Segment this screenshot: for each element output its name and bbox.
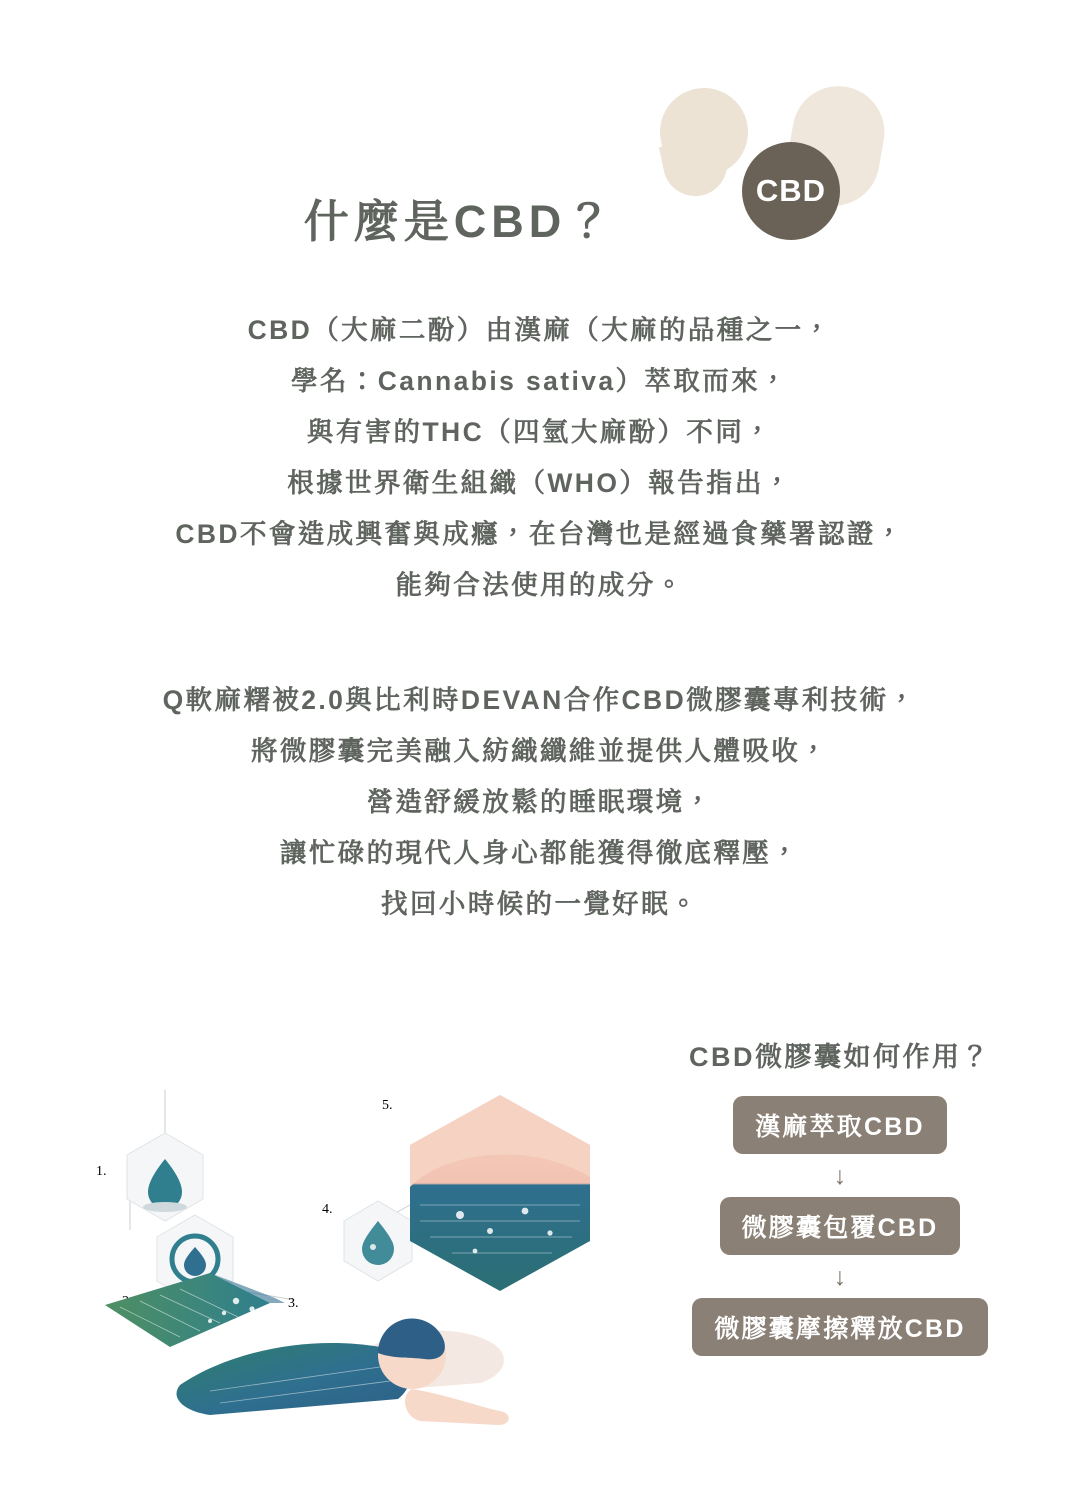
technology-paragraph [0, 675, 1080, 930]
flow-arrow-1-icon: ↓ [833, 1162, 847, 1190]
illustration-step-number-1: 1. [96, 1164, 107, 1179]
flow-step-1: 漢麻萃取CBD [733, 1096, 947, 1154]
illustration-svg [60, 1055, 640, 1435]
intro-line-6: 能夠合法使用的成分。 [395, 570, 685, 600]
page-title: 什麼是CBD？ [303, 196, 617, 247]
intro-line-3: 與有害的THC（四氫大麻酚）不同， [306, 417, 774, 447]
illustration-step-number-4: 4. [322, 1202, 333, 1217]
flow-chart [630, 1035, 1050, 1356]
hex-step-4 [344, 1201, 412, 1281]
intro-paragraph [0, 305, 1080, 611]
intro-line-5: CBD不會造成興奮與成癮，在台灣也是經過食藥署認證， [175, 519, 905, 549]
hex-step-1 [127, 1133, 203, 1221]
tech-line-3: 營造舒緩放鬆的睡眠環境， [366, 787, 714, 817]
illustration-step-number-5: 5. [382, 1098, 393, 1113]
intro-line-4: 根據世界衛生組織（WHO）報告指出， [287, 468, 793, 498]
intro-line-1: CBD（大麻二酚）由漢麻（大麻的品種之一， [247, 315, 833, 345]
tech-line-4: 讓忙碌的現代人身心都能獲得徹底釋壓， [279, 838, 801, 868]
page-header [0, 80, 1080, 280]
flow-chart-title: CBD微膠囊如何作用？ [689, 1042, 991, 1072]
hex-step-5 [410, 1095, 590, 1291]
sleeping-person-illustration [177, 1318, 509, 1425]
tech-line-1: Q軟麻糬被2.0與比利時DEVAN合作CBD微膠囊專利技術， [162, 685, 918, 715]
tech-line-2: 將微膠囊完美融入紡織纖維並提供人體吸收， [251, 736, 829, 766]
fabric-swatch-left [105, 1273, 285, 1347]
intro-line-2: 學名：Cannabis sativa）萃取而來， [291, 366, 789, 396]
tech-line-5: 找回小時候的一覺好眠。 [381, 889, 699, 919]
flow-step-3: 微膠囊摩擦釋放CBD [692, 1298, 987, 1356]
flow-arrow-2-icon: ↓ [833, 1263, 847, 1291]
microcapsule-process-illustration [60, 1055, 640, 1435]
illustration-step-number-3: 3. [288, 1296, 299, 1311]
flow-step-2: 微膠囊包覆CBD [720, 1197, 961, 1255]
cbd-badge: CBD [742, 142, 840, 240]
